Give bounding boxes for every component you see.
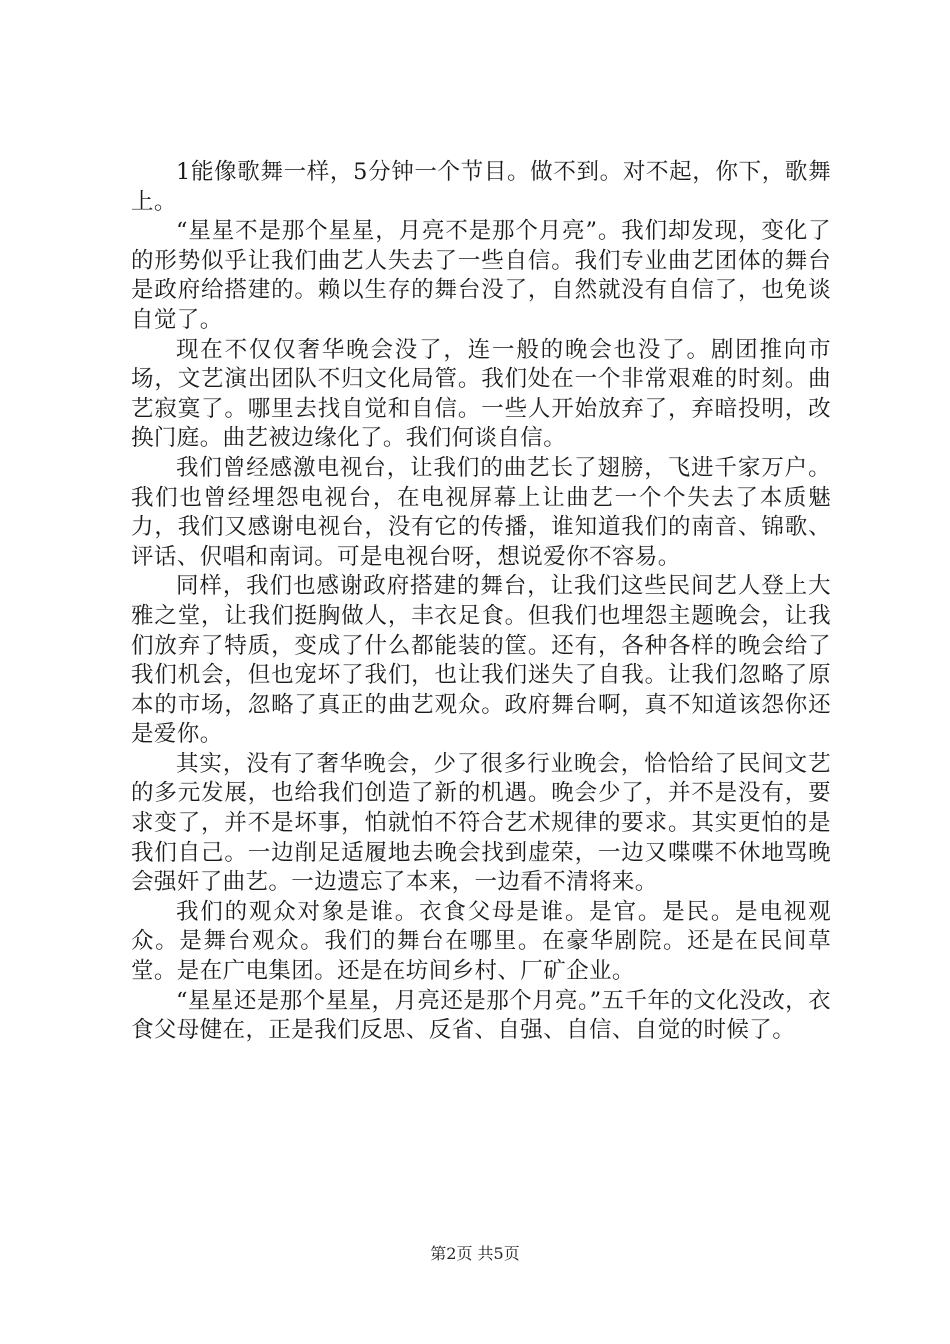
- paragraph-3: 现在不仅仅奢华晚会没了，连一般的晚会也没了。剧团推向市场，文艺演出团队不归文化局管。我们处在一个非常艰难的时刻。曲艺寂寞了。哪里去找自觉和自信。一些人开始放弃了，弃暗投明，改换门庭。曲艺被边缘化了。我们何谈自信。: [131, 336, 831, 452]
- paragraph-1: 1能像歌舞一样，5分钟一个节目。做不到。对不起，你下，歌舞上。: [131, 159, 831, 215]
- paragraph-4: 我们曾经感激电视台，让我们的曲艺长了翅膀，飞进千家万户。我们也曾经埋怨电视台，在电视屏幕上让曲艺一个个失去了本质魅力，我们又感谢电视台，没有它的传播，谁知道我们的南音、锦歌、评话、伬唱和南词。可是电视台呀，想说爱你不容易。: [131, 454, 831, 570]
- paragraph-6: 其实，没有了奢华晚会，少了很多行业晚会，恰恰给了民间文艺的多元发展，也给我们创造了新的机遇。晚会少了，并不是没有，要求变了，并不是坏事，怕就怕不符合艺术规律的要求。其实更怕的是我们自己。一边削足适履地去晚会找到虚荣，一边又喋喋不休地骂晚会强奸了曲艺。一边遗忘了本来，一边看不清将来。: [131, 750, 831, 896]
- article-body: [131, 158, 831, 1046]
- paragraph-2: “星星不是那个星星，月亮不是那个月亮”。我们却发现，变化了的形势似乎让我们曲艺人失去了一些自信。我们专业曲艺团体的舞台是政府给搭建的。赖以生存的舞台没了，自然就没有自信了，也免谈自觉了。: [131, 218, 831, 333]
- paragraph-8: “星星还是那个星星，月亮还是那个月亮。”五千年的文化没改，衣食父母健在，正是我们反思、反省、自强、自信、自觉的时候了。: [131, 987, 831, 1044]
- page-number-footer: 第2页 共5页: [430, 1244, 520, 1263]
- paragraph-5: 同样，我们也感谢政府搭建的舞台，让我们这些民间艺人登上大雅之堂，让我们挺胸做人，丰衣足食。但我们也埋怨主题晚会，让我们放弃了特质，变成了什么都能装的筐。还有，各种各样的晚会给了我们机会，但也宠坏了我们，也让我们迷失了自我。让我们忽略了原本的市场，忽略了真正的曲艺观众。政府舞台啊，真不知道该怨你还是爱你。: [131, 573, 831, 748]
- paragraph-7: 我们的观众对象是谁。衣食父母是谁。是官。是民。是电视观众。是舞台观众。我们的舞台在哪里。在豪华剧院。还是在民间草堂。是在广电集团。还是在坊间乡村、厂矿企业。: [131, 898, 831, 985]
